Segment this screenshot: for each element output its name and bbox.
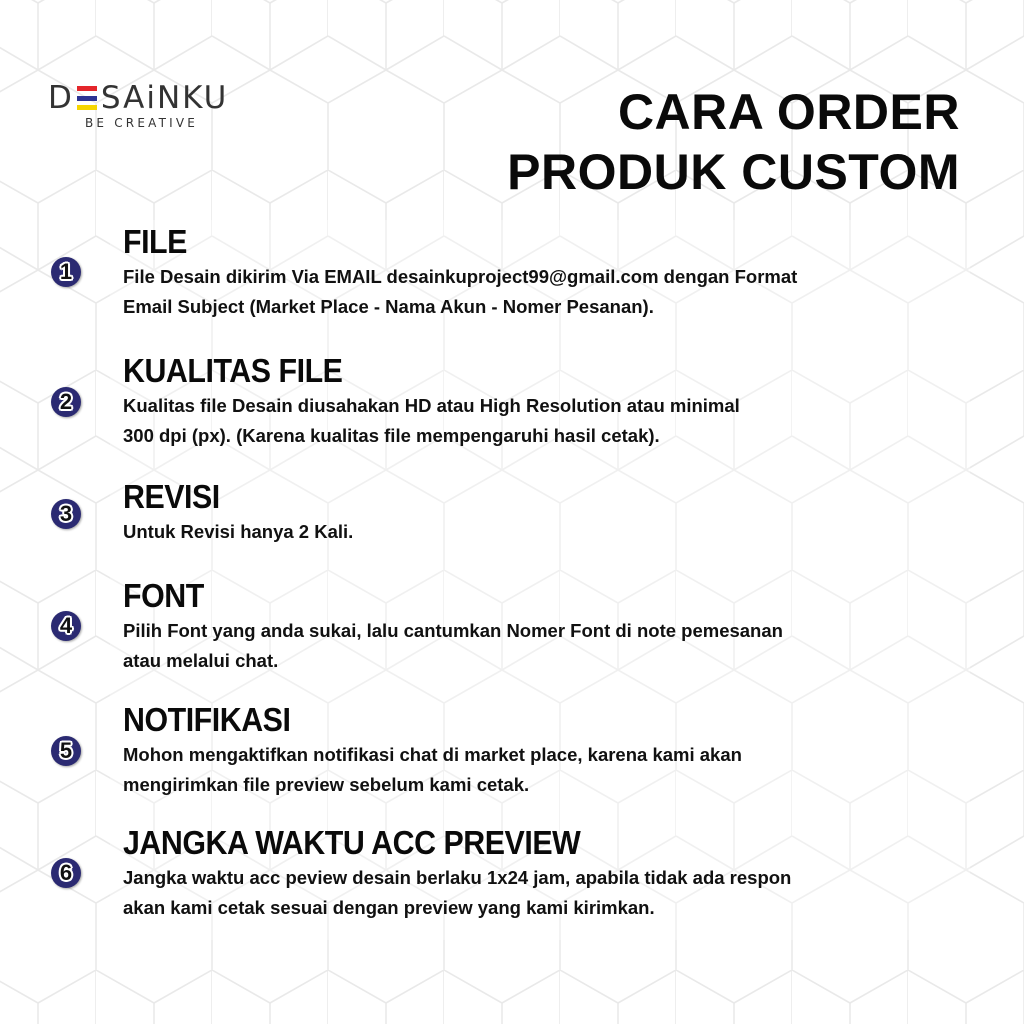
page-title-line1: CARA ORDER	[617, 84, 960, 140]
step-body-line: 300 dpi (px). (Karena kualitas file mempengaruhi hasil cetak).	[123, 425, 660, 446]
page-title-line2: PRODUK CUSTOM	[507, 144, 960, 200]
step-body-line: Jangka waktu acc peview desain berlaku 1x24 jam, apabila tidak ada respon	[123, 867, 792, 888]
step-file	[123, 224, 963, 322]
step-number: 1	[59, 259, 73, 284]
step-heading: JANGKA WAKTU ACC PREVIEW	[123, 824, 581, 861]
step-notifikasi	[123, 702, 963, 800]
step-number: 6	[59, 860, 73, 885]
step-number: 2	[59, 389, 73, 414]
step-number: 3	[59, 501, 73, 526]
brand-wordmark	[48, 82, 240, 114]
e-bar-yellow	[77, 105, 97, 110]
e-bar-blue	[77, 96, 97, 101]
step-body-line: Kualitas file Desain diusahakan HD atau High Resolution atau minimal	[123, 395, 740, 416]
step-body-line: Pilih Font yang anda sukai, lalu cantumkan Nomer Font di note pemesanan	[123, 620, 783, 641]
step-revisi	[123, 479, 963, 547]
step-number-badge	[51, 387, 81, 417]
step-body	[123, 616, 963, 676]
step-number-badge	[51, 499, 81, 529]
step-font	[123, 578, 963, 676]
step-number-badge	[51, 611, 81, 641]
brand-tagline: BE CREATIVE	[85, 116, 199, 130]
step-number-badge	[51, 858, 81, 888]
step-body	[123, 740, 963, 800]
step-body	[123, 517, 963, 547]
page-title	[507, 82, 960, 202]
brand-name-suffix: SAiNKU	[100, 80, 229, 116]
step-kualitas-file	[123, 353, 963, 451]
step-body-line: Untuk Revisi hanya 2 Kali.	[123, 521, 354, 542]
step-heading: NOTIFIKASI	[123, 701, 291, 738]
step-body	[123, 391, 963, 451]
tricolor-e-icon	[77, 86, 97, 110]
step-body-line: File Desain dikirim Via EMAIL desainkuproject99@gmail.com dengan Format	[123, 266, 798, 287]
step-heading: KUALITAS FILE	[123, 352, 343, 389]
brand-logo	[48, 82, 240, 130]
e-bar-red	[77, 86, 97, 91]
step-jangka-waktu-acc-preview	[123, 825, 963, 923]
step-body-line: Email Subject (Market Place - Nama Akun - Nomer Pesanan).	[123, 296, 654, 317]
step-heading: FILE	[123, 223, 187, 260]
step-number-badge	[51, 736, 81, 766]
step-body-line: akan kami cetak sesuai dengan preview yang kami kirimkan.	[123, 897, 655, 918]
step-body-line: mengirimkan file preview sebelum kami cetak.	[123, 774, 530, 795]
step-body	[123, 863, 963, 923]
step-heading: FONT	[123, 577, 204, 614]
step-body	[123, 262, 963, 322]
step-body-line: Mohon mengaktifkan notifikasi chat di market place, karena kami akan	[123, 744, 742, 765]
step-number: 4	[59, 613, 73, 638]
step-heading: REVISI	[123, 478, 220, 515]
step-body-line: atau melalui chat.	[123, 650, 279, 671]
step-number: 5	[59, 738, 73, 763]
step-number-badge	[51, 257, 81, 287]
brand-name-prefix: D	[48, 80, 74, 116]
